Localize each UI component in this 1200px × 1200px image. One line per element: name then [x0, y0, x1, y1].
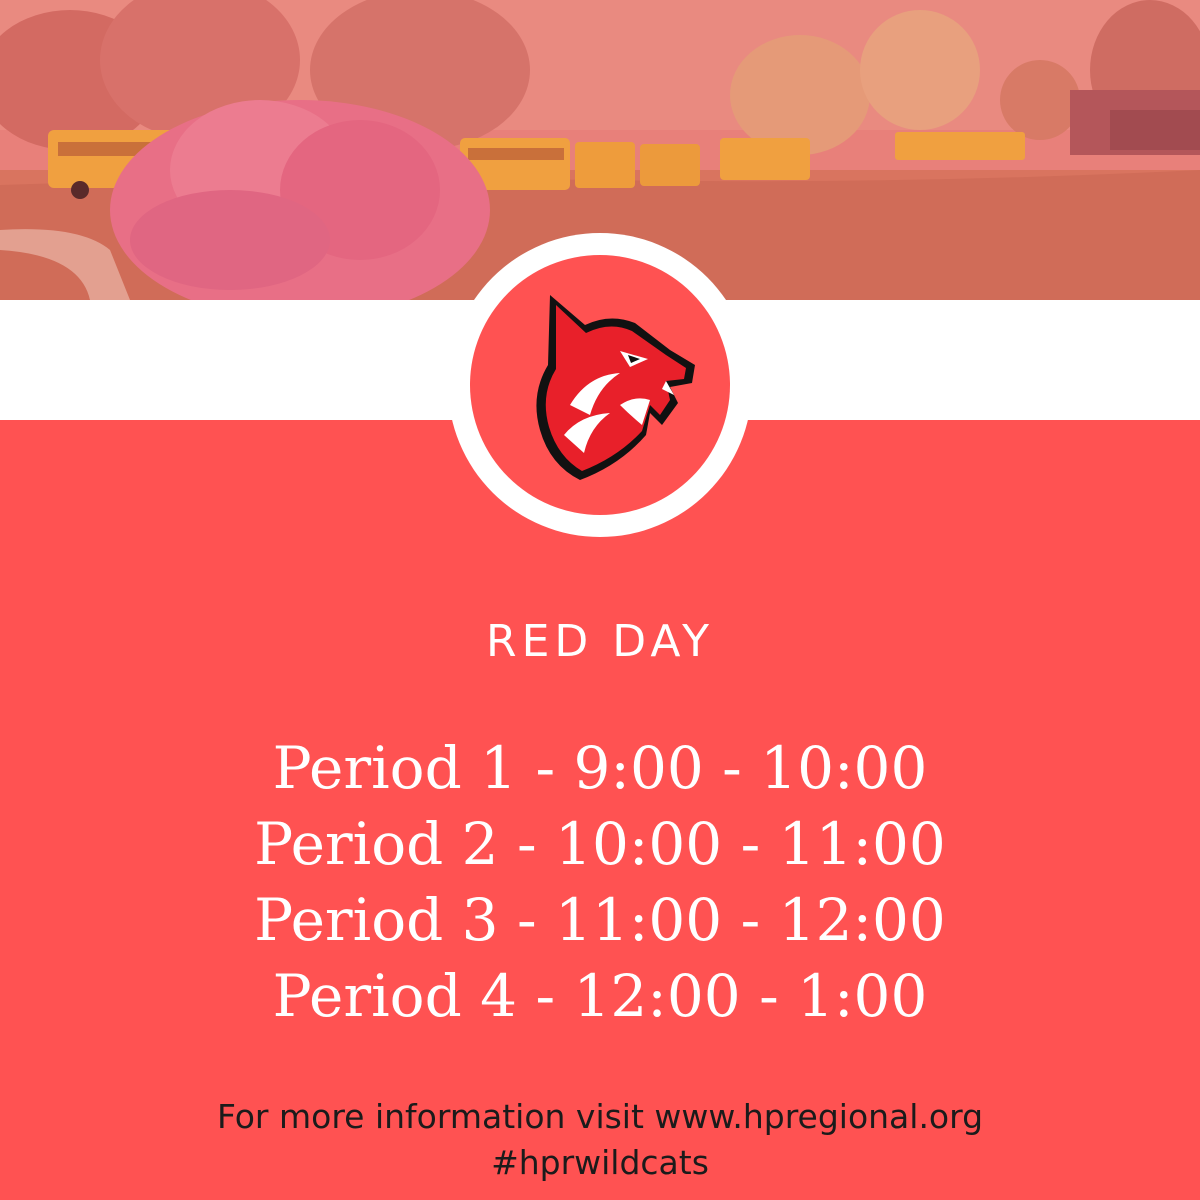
- wildcat-head-icon: [470, 255, 730, 515]
- logo-badge: [448, 233, 752, 537]
- period-row: Period 4 - 12:00 - 1:00: [272, 962, 928, 1030]
- logo-circle: [470, 255, 730, 515]
- day-label: RED DAY: [486, 616, 714, 667]
- period-row: Period 1 - 9:00 - 10:00: [272, 734, 928, 802]
- footer: [0, 1094, 1200, 1186]
- footer-info-text: For more information visit www.hpregional.org: [216, 1097, 984, 1136]
- footer-hashtag: #hprwildcats: [491, 1143, 709, 1182]
- period-row: Period 2 - 10:00 - 11:00: [254, 810, 946, 878]
- period-row: Period 3 - 11:00 - 12:00: [254, 886, 946, 954]
- period-list: [0, 730, 1200, 1034]
